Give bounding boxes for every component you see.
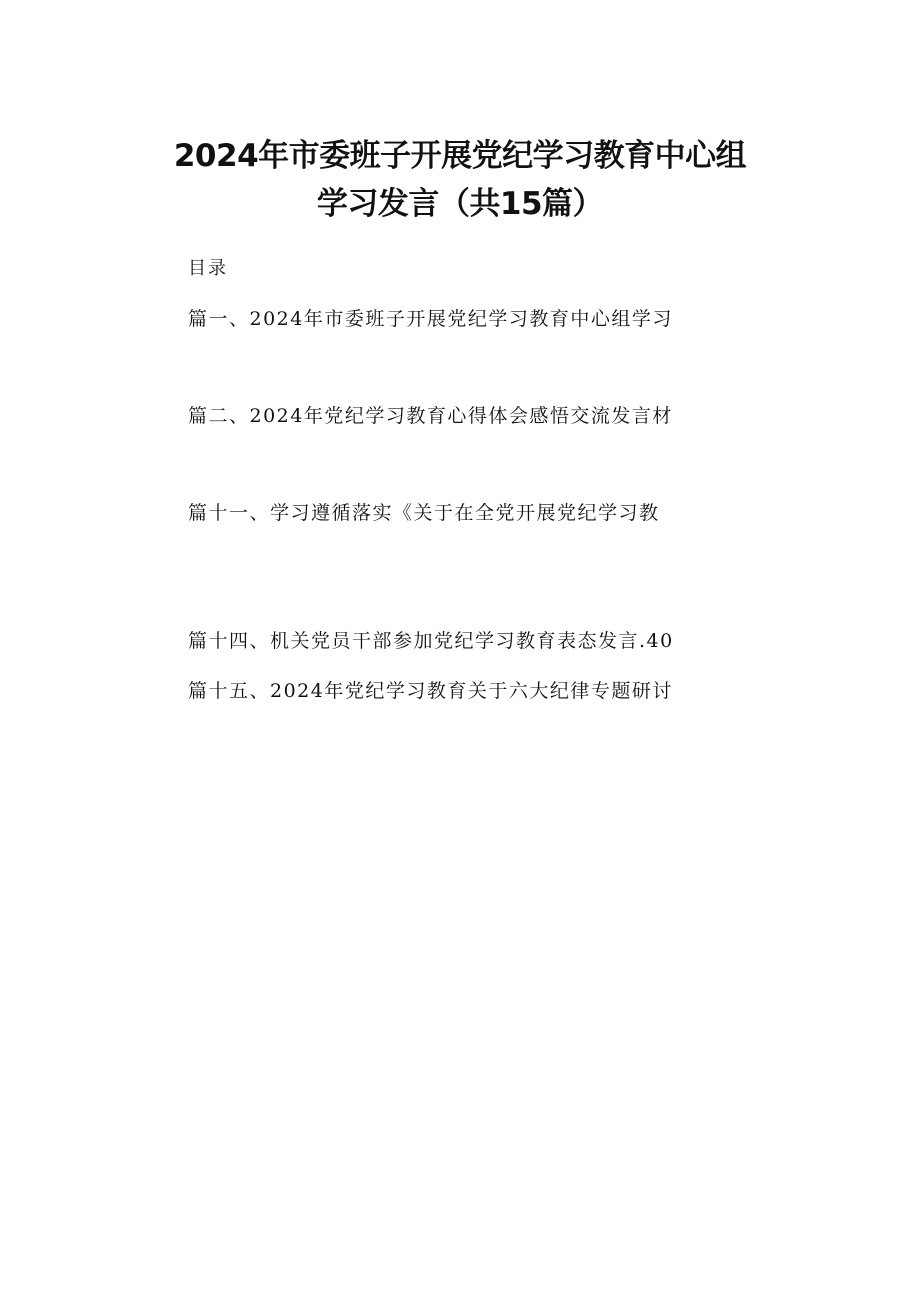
toc-entry-3: 篇十一、学习遵循落实《关于在全党开展党纪学习教 bbox=[188, 502, 660, 524]
toc-entry-1: 篇一、2024年市委班子开展党纪学习教育中心组学习 bbox=[188, 308, 673, 330]
title-line-2: 学习发言（共15篇） bbox=[316, 186, 604, 222]
toc-entry-5: 篇十五、2024年党纪学习教育关于六大纪律专题研讨 bbox=[188, 680, 673, 702]
title-line-1: 2024年市委班子开展党纪学习教育中心组 bbox=[173, 138, 747, 174]
document-title bbox=[0, 132, 920, 228]
toc-entry-4: 篇十四、机关党员干部参加党纪学习教育表态发言.40 bbox=[188, 630, 674, 652]
toc-heading: 目录 bbox=[188, 258, 228, 279]
toc-entry-2: 篇二、2024年党纪学习教育心得体会感悟交流发言材 bbox=[188, 405, 673, 427]
